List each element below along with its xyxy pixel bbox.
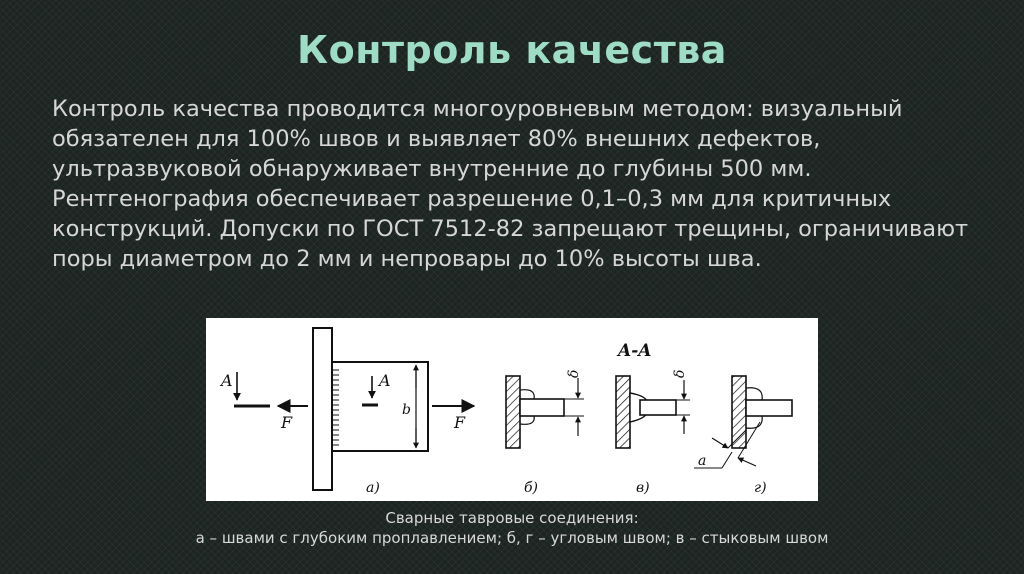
figure-caption xyxy=(0,508,1024,548)
sub-caption-g: г) xyxy=(754,480,767,496)
slide-body-text: Контроль качества проводится многоуровневым методом: визуальный обязателен для 100% швов и выявляет 80% внешних дефектов, ультразвуковой обнаруживает внутренние до глубины 500 мм. Рентгенография обеспечивает разрешение 0,1–0,3 мм для критичных конструкций. Допуски по ГОСТ 7512-82 запрещают трещины, ограничивают поры диаметром до 2 мм и непровары до 10% высоты шва. xyxy=(52,96,969,272)
force-label-right: F xyxy=(454,413,466,432)
thickness-delta-v-label: δ xyxy=(672,369,688,378)
sub-caption-b: б) xyxy=(524,480,539,496)
sub-caption-a: а) xyxy=(366,480,380,496)
figure-caption-line2: а – швами с глубоким проплавлением; б, г – угловым швом; в – стыковым швом xyxy=(195,529,829,547)
figure-b xyxy=(506,370,584,496)
section-mark-a-middle: A xyxy=(379,371,391,390)
dimension-a-label: a xyxy=(698,453,707,469)
dimension-b-label: b xyxy=(402,402,411,418)
weld-joints-figure xyxy=(206,318,818,501)
figure-caption-line1: Сварные тавровые соединения: xyxy=(385,509,639,527)
sub-caption-v: в) xyxy=(636,480,650,496)
force-label-left: F xyxy=(281,413,293,432)
weld-joints-drawing xyxy=(206,318,818,501)
figure-a xyxy=(219,328,474,496)
figure-g xyxy=(694,376,792,496)
figure-v xyxy=(616,341,690,496)
thickness-delta-b-label: δ xyxy=(566,369,582,378)
section-label-a-a: A-A xyxy=(618,341,652,361)
slide-title: Контроль качества xyxy=(297,28,727,72)
section-mark-a-left: A xyxy=(221,371,233,390)
